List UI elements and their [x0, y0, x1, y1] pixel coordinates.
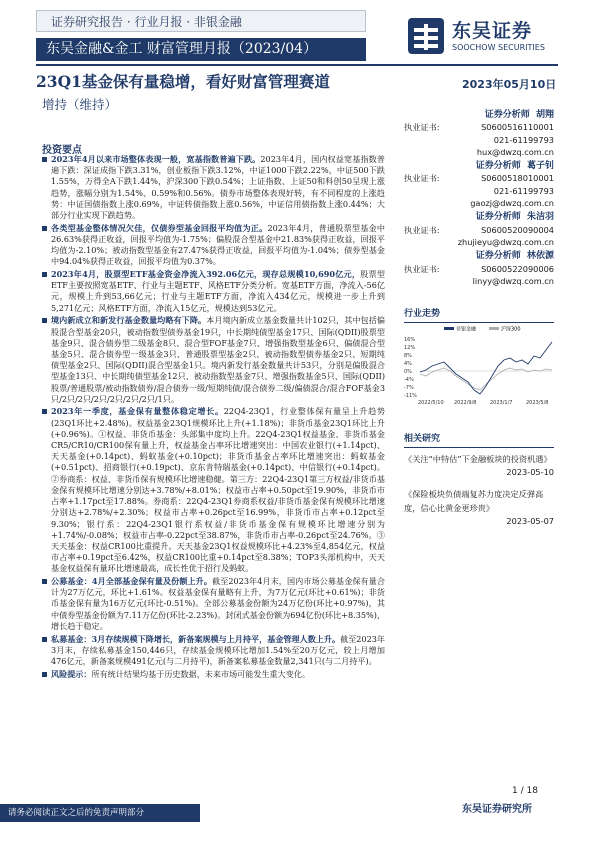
- logo: [406, 16, 556, 58]
- y-tick: 8%: [404, 353, 412, 359]
- header-rule: [36, 64, 558, 66]
- report-title: 23Q1基金保有量稳增，看好财富管理赛道: [36, 72, 330, 91]
- investment-points: [42, 154, 385, 681]
- point: 境内新成立和新发行基金数量均略有下降。本月境内新成立基金数量共计102只，其中包括偏股混合型基金20只，被动指数型债券基金19只，中长期纯债型基金17只、国际(QDII)股票型基金9只、混合债券型二级基金8只、混合型FOF基金7只、增强指数型基金6只、偏债混合型基金5只、混合债券型一级基金3只、普通股票型基金2只、被动指数型债券基金2只、短期纯债型基金2只、国际(QDII)混合型基金1只。境内新发行基金数量共计53只，分别是偏股混合型基金13只、中长期纯债型基金12只、被动指数型基金7只、增强指数基金5只、国际(QDII)股票/普通股票/被动指数债券/混合债券一级/短期纯债/混合债券二级/偏债混合/混合FOF基金3只/2只/2只/2只/2只/2只/2只/1只。: [42, 315, 385, 405]
- y-tick: 4%: [404, 361, 412, 367]
- point: 2023年4月，股票型ETF基金资金净流入392.06亿元，现存总规模10,690亿元，股票型ETF主要按照宽基ETF、行业与主题ETF、风格ETF分类分析。宽基ETF方面，净流入-56亿元，规模上升到53,66亿元；行业与主题ETF方面，净流入434亿元，规模进一步上升到5,271亿元；风格ETF方面，净流入15亿元，规模达到53亿元。: [42, 269, 385, 314]
- point: 风险提示：所有统计结果均基于历史数据，未来市场可能发生重大变化。: [42, 669, 385, 680]
- column-title: 东吴金融&金工 财富管理月报（2023/04）: [36, 38, 366, 61]
- legend-swatch-1: [444, 327, 454, 330]
- footer-org: 东吴证券研究所: [462, 804, 532, 815]
- related-link[interactable]: 《关注“中特估”下金融板块的投资机遇》: [404, 454, 552, 465]
- analyst-block: 证券分析师 林依源 执业证书: S0600522090006 linyy@dwzq.com.cn: [404, 251, 554, 286]
- legend-label-2: 沪深300: [501, 326, 521, 333]
- phone: 021-61199793: [493, 134, 554, 145]
- cert-number: S0600520090004: [481, 224, 554, 235]
- email[interactable]: gaozj@dwzq.com.cn: [470, 198, 554, 209]
- logo-subtext: SOOCHOW SECURITIES: [452, 43, 545, 52]
- analyst-block: 证券分析师 葛子钊 执业证书: S0600518010001 021-61199793 gaozj@dwzq.com.cn: [404, 161, 554, 209]
- disclaimer-banner: 请务必阅读正文之后的免责声明部分: [0, 804, 200, 822]
- y-tick: -11%: [404, 393, 417, 399]
- related-date: 2023-05-07: [506, 515, 554, 526]
- email[interactable]: linyy@dwzq.com.cn: [472, 275, 554, 286]
- trend-chart: [404, 324, 554, 414]
- email[interactable]: zhujieyu@dwzq.com.cn: [457, 236, 554, 247]
- related-research: 相关研究 《关注“中特估”下金融板块的投资机遇》 2023-05-10 《保险板块负债端复苏力度决定反弹高度，信心比黄金更珍贵》 2023-05-07: [404, 434, 554, 526]
- logo-mark-icon: [406, 16, 446, 56]
- phone: 021-61199793: [493, 185, 554, 196]
- y-tick: -7%: [404, 385, 414, 391]
- x-tick: 2023/1/7: [490, 400, 513, 406]
- cert-number: S0600516110001: [481, 122, 554, 133]
- related-date: 2023-05-10: [506, 467, 554, 478]
- rating: 增持（维持）: [42, 97, 118, 112]
- section-title: 投资要点: [42, 145, 82, 156]
- point: 私募基金：3月存续规模下降增长，新备案规模与上月持平，基金管理人数上升。截至2023年3月末，存续私募基金150,446只，存续基金规模环比增加1.54%至20万亿元，较上月增加476亿元，新备案规模491亿元(与二月持平)，新备案私募基金数量2,341只(与二月持平)。: [42, 634, 385, 668]
- related-link[interactable]: 《保险板块负债端复苏力度决定反弹高度，信心比黄金更珍贵》: [404, 488, 544, 513]
- cert-number: S0600518010001: [481, 173, 554, 184]
- report-date: 2023年05月10日: [462, 78, 557, 91]
- point: 2023年4月以来市场整体表现一般，宽基指数普遍下跌。2023年4月，国内权益宽基指数普遍下跌：深证成指下跌3.31%，创业板指下跌3.12%，中证1000下跌2.22%，中证500下跌1.55%，万得全A下跌1.44%，沪深300下跌0.54%；上证指数、上证50和科创50呈现上涨趋势，涨幅分别为1.54%、0.59%和0.56%。债券市场整体表现好转，有不同程度的上涨趋势：中证国债指数上涨0.69%，中证转债指数上涨0.56%，中证信用债指数上涨0.44%；大部分行业实现下跌趋势。: [42, 154, 385, 221]
- analyst-panel: [404, 107, 554, 287]
- y-tick: 16%: [404, 337, 416, 343]
- report-category: 证券研究报告 · 行业月报 · 非银金融: [36, 10, 366, 32]
- page-number: 1 / 18: [512, 786, 538, 796]
- analyst-block: 证券分析师 朱洁羽 执业证书: S0600520090004 zhujieyu@dwzq.com.cn: [404, 212, 554, 247]
- legend-label-1: 非银金融: [456, 326, 477, 333]
- x-tick: 2022/5/10: [418, 400, 444, 406]
- trend-chart-svg: [404, 324, 554, 414]
- x-tick: 2022/9/8: [454, 400, 477, 406]
- y-tick: 12%: [404, 345, 416, 351]
- point: 2023年一季度，基金保有量整体稳定增长。22Q4-23Q1，行业整体保有量呈上升趋势(23Q1环比+2.48%)。权益基金23Q1规模环比上升(+1.18%)；非货币基金23Q1环比上升(+0.96%)。①权益、非货币基金：头部集中度均上升。22Q4-23Q1权益基金、非货币基金CR5/CR10/CR100保有量上升，权益基金占率环比增速突出：中国农业银行(+1.14pct)、天天基金(+0.14pct)、蚂蚁基金(+0.10pct)；非货币基金占率环比增速突出：蚂蚁基金(+0.51pct)、招商银行(+0.19pct)、京东肯特瑞基金(+0.14pct)、中信银行(+0.14pct)。②券商系：权益、非货币保有规模环比增速稳健。第三方：22Q4-23Q1第三方权益/非货币基金保有规模环比增速分别达+3.78%/+8.01%；权益市占率+0.50pct至19.90%，非货币市占率+1.17pct至17.88%。券商系：22Q4-23Q1券商系权益/非货币基金保有规模环比增速分别达+2.78%/+2.30%；权益市占率+0.26pct至16.99%，非货币市占率+0.12pct至9.30%；银行系：22Q4-23Q1银行系权益/非货币基金保有规模环比增速分别为+1.74%/-0.08%；权益市占率-0.22pct至38.87%，非货币市占率-0.26pct至24.76%。③天天基金：权益CR100比重提升。天天基金23Q1权益规模环比+4.23%至4,854亿元，权益市占率+0.19pct至6.42%，权益CR100比重+0.14pct至8.38%；TOP3头部机构中，天天基金权益保有量环比增速最高，成长性优于招行及蚂蚁。: [42, 406, 385, 574]
- series-nonbank: [420, 342, 552, 394]
- y-tick: -4%: [404, 377, 414, 383]
- legend-swatch-2: [489, 327, 499, 330]
- point: 公募基金：4月全部基金保有量及份额上升。截至2023年4月末，国内市场公募基金保有量合计为27万亿元，环比+1.61%。权益基金保有量略有上升，为7万亿元(环比+0.61%)；非货币基金保有量为16万亿元(环比-0.51%)。全部公募基金份额为24万亿份(环比+0.97%)，其中债券型基金份额为7.11万亿份(环比-2.23%)。封闭式基金份额为694亿份(环比+8.35%)，增长趋于稳定。: [42, 576, 385, 632]
- y-tick: 0%: [404, 369, 412, 375]
- analyst-block: 证券分析师 胡翔 执业证书: S0600516110001 021-61199793 hux@dwzq.com.cn: [404, 110, 554, 157]
- logo-text: 东吴证券: [452, 20, 533, 42]
- cert-number: S0600522090006: [481, 263, 554, 274]
- point: 各类型基金整体情况欠佳，仅债券型基金回报平均值为正。2023年4月，普通股票型基金中26.63%获得正收益，回报平均值为-1.75%；偏股混合型基金中21.83%获得正收益，回报平均值为-2.10%；被动指数型基金有27.47%获得正收益，回报平均值为-1.04%；债券型基金中94.04%获得正收益，回报平均值为0.37%。: [42, 223, 385, 268]
- x-tick: 2023/5/8: [526, 400, 549, 406]
- email[interactable]: hux@dwzq.com.cn: [476, 146, 554, 157]
- trend-heading: 行业走势: [404, 308, 554, 323]
